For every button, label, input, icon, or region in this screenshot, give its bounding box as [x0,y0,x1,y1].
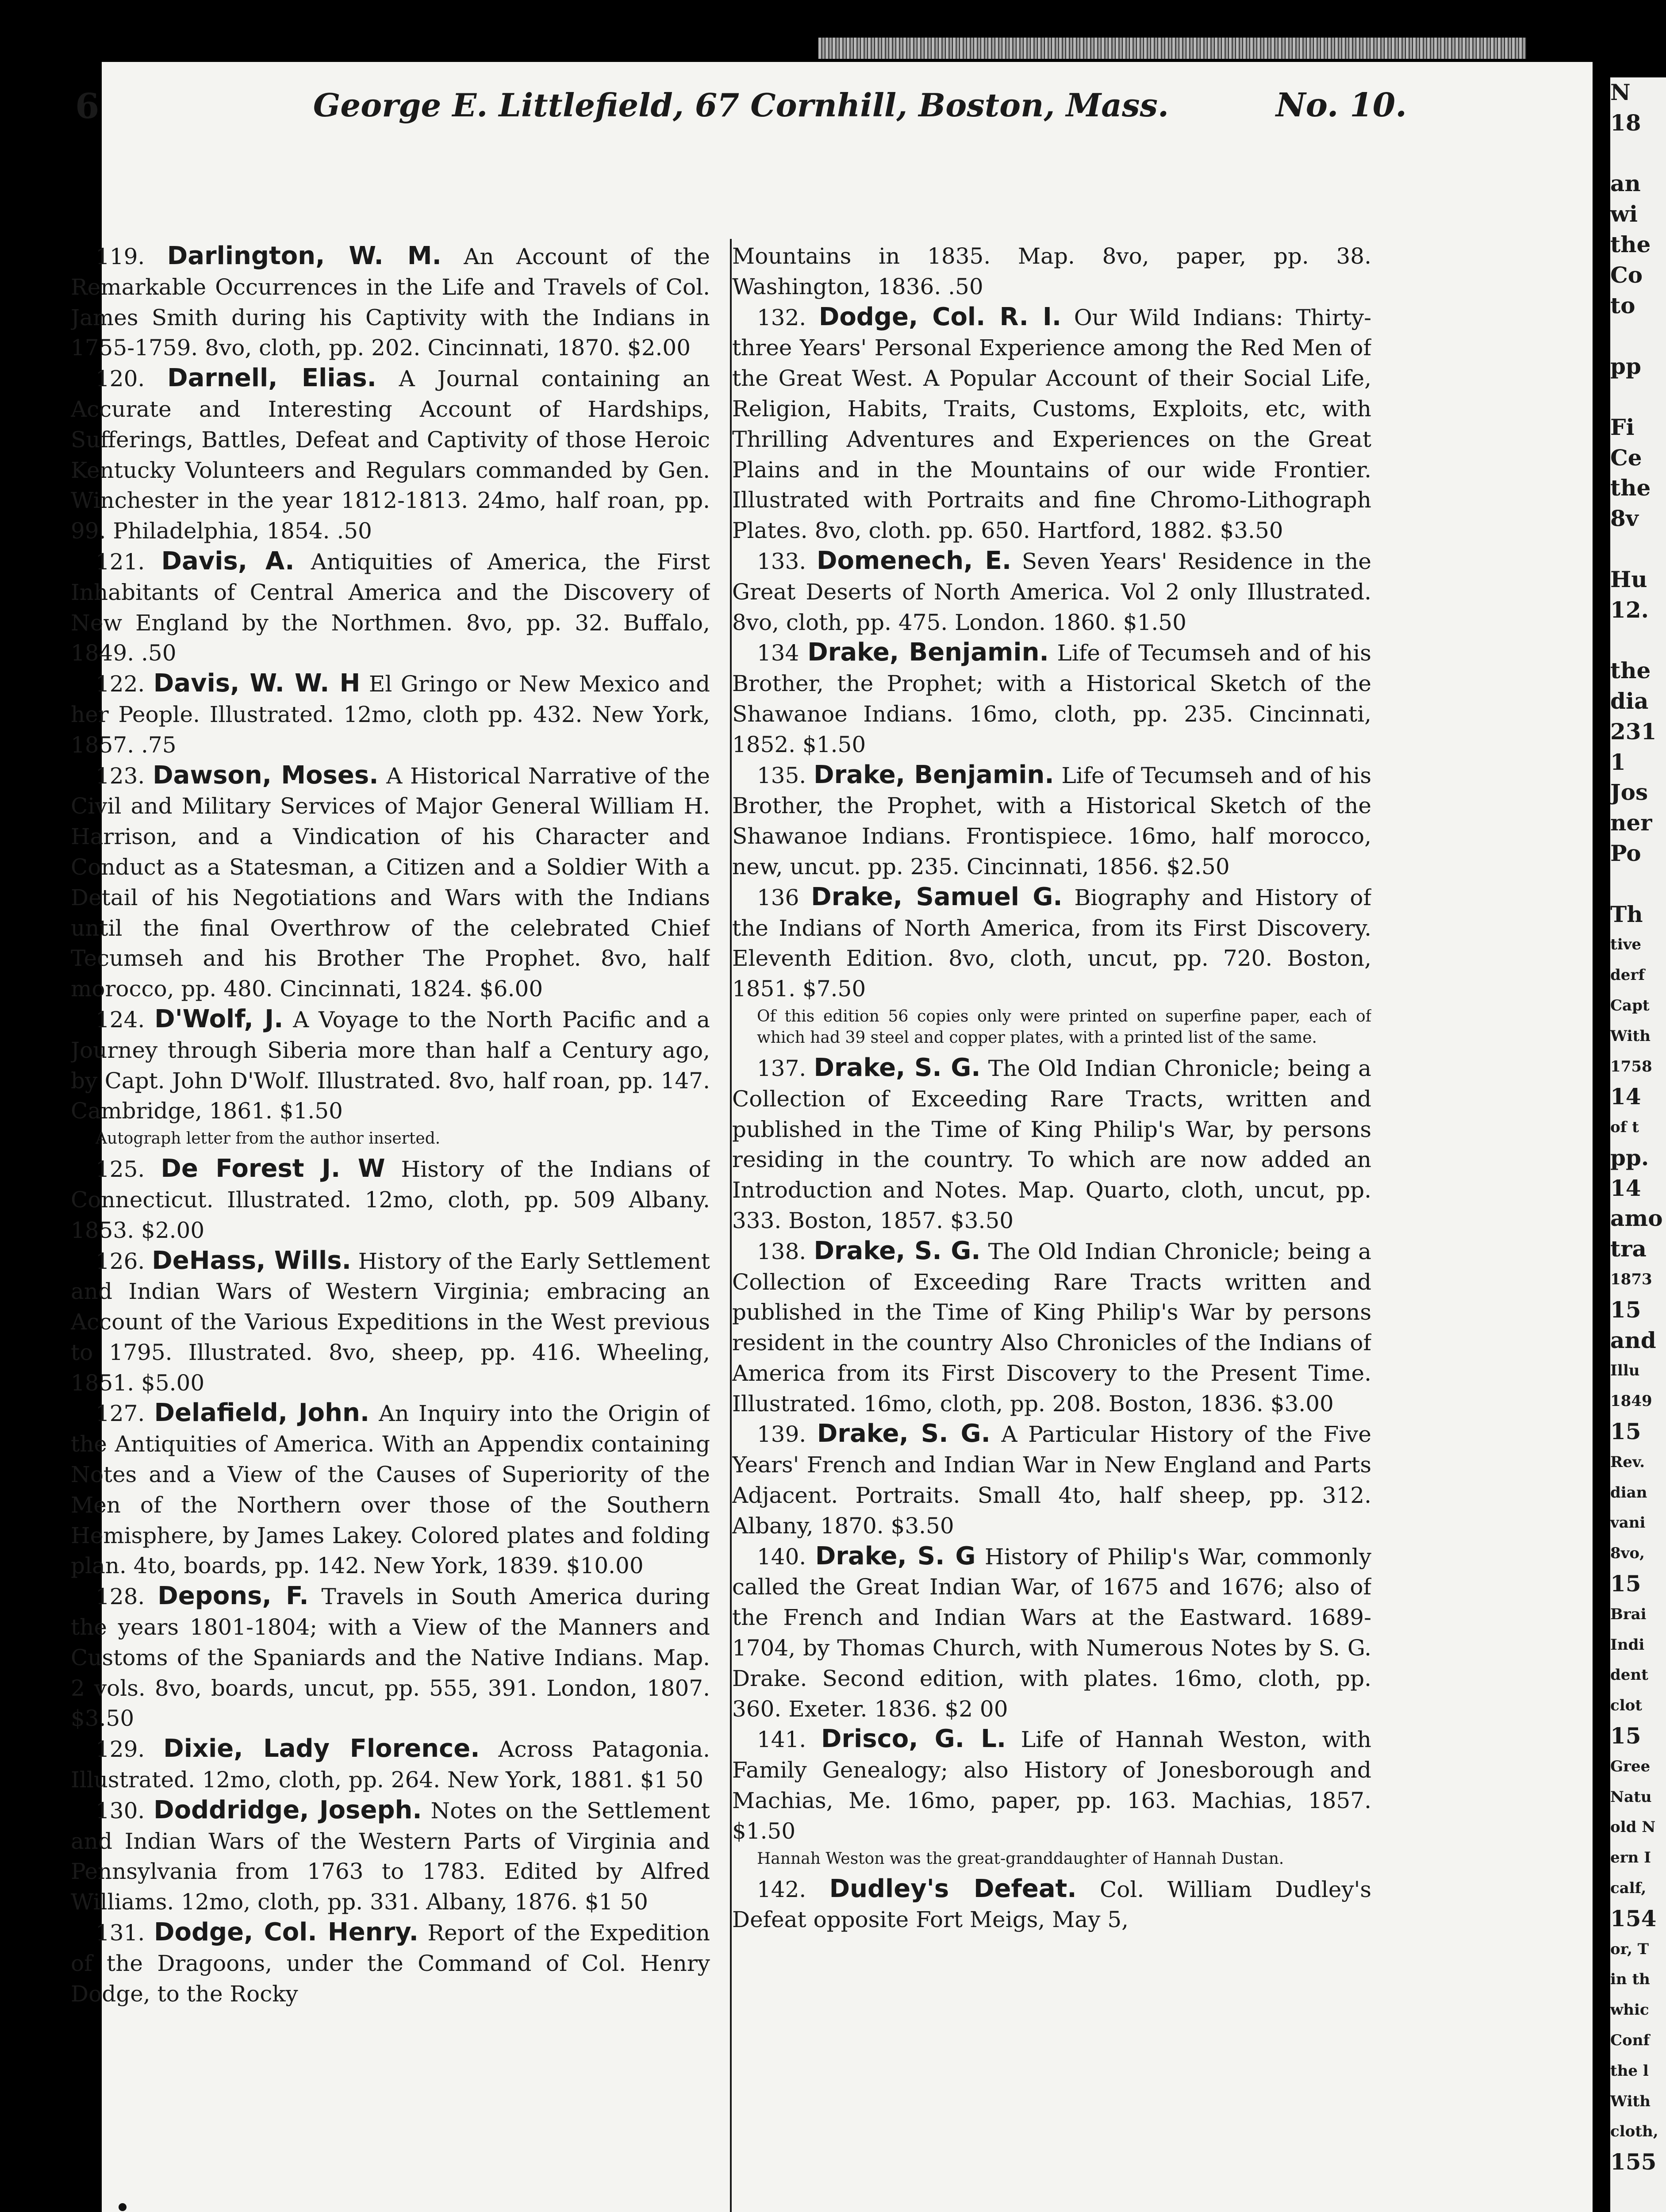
entry-number: 141. [757,1727,806,1753]
entry-note: Hannah Weston was the great-granddaughter of Hannah Dustan. [757,1849,1284,1868]
side-fragment-line: 14 [1610,1175,1641,1201]
side-fragment-line [1610,625,1666,656]
side-fragment-line: 8vo, [1610,1544,1645,1563]
side-fragment-line: to [1610,292,1635,319]
entry-number: 127. [96,1401,145,1427]
entry-number: 142. [757,1876,806,1902]
entry-author: Drake, S. G [815,1541,976,1571]
catalog-entry [71,668,710,760]
entry-description: Across Patagonia. Illustrated. 12mo, cloth, pp. 264. New York, 1881. $1 50 [71,1736,710,1793]
side-fragment-line: 1 [1610,749,1626,775]
side-fragment-line: Illu [1610,1362,1640,1380]
entry-description: A Journal containing an Accurate and Interesting Account of Hardships, Sufferings, Battles, Defeat and Captivity of those Heroic Kentucky Volunteers and Regulars commanded by Gen. Winchester in the year 1812-1813. 24mo, half roan, pp. 99. Philadelphia, 1854. .50 [71,366,710,544]
entry-author: Drake, S. G. [814,1053,981,1082]
entry-number: 119. [96,244,145,269]
page-speck [119,2203,127,2211]
side-fragment-line [1610,321,1666,351]
entry-number: 122. [96,671,145,697]
side-fragment-line: Ce [1610,444,1642,471]
catalog-entry [732,1724,1371,1846]
side-fragment-line: Rev. [1610,1453,1645,1471]
entry-author: Drake, S. G. [817,1419,990,1448]
entry-description: History of the Early Settlement and Indian Wars of Western Virginia; embracing an Account of the Various Expeditions in the West previous to 1795. Illustrated. 8vo, sheep, pp. 416. Wheeling, 1851. $5.00 [71,1248,710,1396]
side-fragment-line: Conf [1610,2032,1650,2049]
side-fragment-line: 15 [1610,1418,1641,1445]
entry-number: 132. [757,304,806,330]
catalog-entry [732,1053,1371,1236]
entry-number: 131. [96,1920,145,1946]
side-fragment-line: and [1610,1327,1656,1353]
entry-description: El Gringo or New Mexico and her People. Illustrated. 12mo, cloth pp. 432. New York, 1857. .75 [71,671,710,758]
entry-number: 135. [757,762,806,788]
entry-number: 139. [757,1421,806,1448]
catalog-entry [71,1004,710,1126]
side-fragment-line: ern I [1610,1849,1651,1867]
side-fragment-line: amo [1610,1205,1663,1232]
catalog-entry [71,1581,710,1734]
catalog-entry [732,637,1371,760]
entry-number: 125. [96,1156,145,1183]
entry-description: Life of Tecumseh and of his Brother, the Prophet, with a Historical Sketch of the Shawanoe Indians. Frontispiece. 16mo, half morocco, new, uncut. pp. 235. Cincinnati, 1856. $2.50 [732,762,1371,879]
entry-author: Domenech, E. [816,546,1012,575]
entry-author: Doddridge, Joseph. [154,1795,422,1824]
entry-description: Travels in South America during the years 1801-1804; with a View of the Manners and Customs of the Spaniards and the Native Indians. Map. 2 vols. 8vo, boards, uncut, pp. 555, 391. London, 1807. $3.50 [71,1584,710,1732]
side-fragment-line: Th [1610,901,1643,927]
side-fragment-line: dian [1610,1483,1647,1502]
side-fragment-line: Co [1610,261,1643,288]
catalog-entry [71,760,710,1004]
side-fragment-line: ner [1610,810,1652,836]
entry-number: 121. [96,549,145,575]
entry-number: 129. [96,1736,145,1763]
entry-description: A Particular History of the Five Years' French and Indian War in New England and Parts Adjacent. Portraits. Small 4to, half sheep, pp. 312. Albany, 1870. $3.50 [732,1421,1371,1539]
side-fragment-line: pp. [1610,1144,1649,1171]
entry-note: Autograph letter from the author inserted. [96,1129,441,1148]
side-fragment-line: whic [1610,2001,1649,2019]
side-fragment-line: calf, [1610,1879,1647,1897]
side-fragment-line: 8v [1610,505,1639,532]
side-fragment-line: of t [1610,1118,1639,1137]
entry-author: De Forest J. W [161,1154,385,1183]
catalog-entry [71,1795,710,1917]
side-fragment-line: 15 [1610,1296,1641,1323]
catalog-entry [71,1917,710,2009]
adjacent-page-fragment [1610,77,1666,2212]
catalog-entry [732,546,1371,637]
entry-note: Of this edition 56 copies only were printed on superfine paper, each of which had 39 steel and copper plates, with a printed list of the same. [757,1007,1371,1047]
catalog-entry [71,1246,710,1398]
side-fragment-line: Natu [1610,1788,1652,1806]
side-fragment-line: wi [1610,201,1638,227]
entry-description: An Account of the Remarkable Occurrences in the Life and Travels of Col. James Smith during his Captivity with the Indians in 1755-1759. 8vo, cloth, pp. 202. Cincinnati, 1870. $2.00 [71,244,710,361]
side-fragment-line: the [1610,231,1651,257]
side-fragment-line: 231 [1610,718,1657,745]
entry-number: 128. [96,1584,145,1610]
side-fragment-line: 15 [1610,1723,1641,1749]
side-fragment-line: vani [1610,1514,1646,1532]
entry-author: Delafield, John. [154,1398,370,1428]
entry-number: 134 [757,640,799,666]
entry-author: DeHass, Wills. [152,1246,351,1275]
side-fragment-line: Po [1610,840,1641,866]
side-fragment-line: Brai [1610,1605,1647,1623]
catalog-entry [732,882,1371,1004]
side-fragment-line: or, T [1610,1940,1649,1958]
page-header [75,86,1407,135]
side-fragment-line: Fi [1610,414,1635,440]
entry-description: A Voyage to the North Pacific and a Journey through Siberia more than half a Century ago, by Capt. John D'Wolf. Illustrated. 8vo, half roan, pp. 147. Cambridge, 1861. $1.50 [71,1006,710,1124]
entry-description: Notes on the Settlement and Indian Wars of the Western Parts of Virginia and Pennsylvania from 1763 to 1783. Edited by Alfred Williams. 12mo, cloth, pp. 331. Albany, 1876. $1 50 [71,1797,710,1915]
side-fragment-line: tive [1610,936,1642,954]
side-fragment-line [1610,138,1666,169]
entry-description: History of Philip's War, commonly called the Great Indian War, of 1675 and 1676; also of the French and Indian Wars at the Eastward. 1689-1704, by Thomas Church, with Numerous Notes by S. G. Drake. Second edition, with plates. 16mo, cloth, pp. 360. Exeter. 1836. $2 00 [732,1544,1371,1722]
entry-author: Drake, S. G. [814,1236,981,1265]
entry-description: Life of Tecumseh and of his Brother, the Prophet; with a Historical Sketch of the Shawanoe Indians. 16mo, cloth, pp. 235. Cincinnati, 1852. $1.50 [732,640,1371,757]
entry-author: Dodge, Col. Henry. [154,1918,418,1947]
entry-number: 138. [757,1238,806,1264]
side-fragment-line: dia [1610,687,1649,714]
catalog-entry [732,1236,1371,1419]
catalog-entry [71,241,710,363]
side-fragment-line: Jos [1610,779,1648,806]
side-fragment-line: 1758 [1610,1057,1652,1075]
entry-author: Dixie, Lady Florence. [163,1734,480,1763]
catalog-entry [71,363,710,546]
side-fragment-line: N [1610,79,1631,105]
entry-author: D'Wolf, J. [154,1004,284,1033]
side-fragment-line: 154 [1610,1905,1657,1932]
entry-description: The Old Indian Chronicle; being a Collection of Exceeding Rare Tracts written and published in the Time of King Philip's War by persons resident in the country Also Chronicles of the Indians of America from its First Discovery to the Present Time. Illustrated. 16mo, cloth, pp. 208. Boston, 1836. $3.00 [732,1238,1371,1417]
catalog-entry [732,1419,1371,1541]
side-fragment-line: dent [1610,1666,1648,1684]
entry-author: Drake, Samuel G. [811,882,1063,911]
side-fragment-line: With [1610,2092,1651,2110]
entry-author: Drake, Benjamin. [814,760,1054,789]
entry-description: Report of the Expedition of the Dragoons, under the Command of Col. Henry Dodge, to the Rocky [71,1920,710,2007]
entry-author: Davis, W. W. H [153,669,361,698]
side-fragment-line: old N [1610,1818,1656,1836]
entry-author: Depons, F. [157,1582,309,1611]
entry-number: 140. [757,1544,806,1570]
entry-author: Darlington, W. M. [167,242,441,270]
side-fragment-line: Capt [1610,996,1650,1014]
catalog-entry [71,1398,710,1581]
entry-number: 126. [96,1248,145,1274]
side-fragment-line: 18 [1610,109,1641,136]
catalog-entry [732,760,1371,882]
catalog-entry [732,1874,1371,1936]
page-number: 6 [75,86,100,127]
entry-author: Dawson, Moses. [153,760,379,790]
side-fragment-line: Hu [1610,566,1647,592]
entry-number: 137. [757,1055,806,1081]
side-fragment-line: 1873 [1610,1271,1652,1289]
entry-number: 133. [757,548,806,574]
catalog-entry [732,1541,1371,1724]
side-fragment-line: 1849 [1610,1392,1652,1410]
side-fragment-line: cloth, [1610,2123,1658,2141]
side-fragment-line: the [1610,475,1651,501]
side-fragment-line: With [1610,1027,1651,1045]
entry-author: Dodge, Col. R. I. [818,302,1062,331]
side-fragment-line: an [1610,170,1641,197]
entry-description: History of the Indians of Connecticut. Illustrated. 12mo, cloth, pp. 509 Albany. 1853. $2.00 [71,1156,710,1243]
entry-author: Drisco, G. L. [821,1724,1006,1754]
side-fragment-line: pp [1610,353,1641,380]
side-fragment-line: derf [1610,966,1645,984]
entry-description: Seven Years' Residence in the Great Deserts of North America. Vol 2 only Illustrated. 8vo, cloth, pp. 475. London. 1860. $1.50 [732,548,1371,635]
side-fragment-line: Gree [1610,1757,1651,1775]
entry-description: Biography and History of the Indians of North America, from its First Discovery. Eleventh Edition. 8vo, cloth, uncut, pp. 720. Boston, 1851. $7.50 [732,884,1371,1002]
entry-description: Life of Hannah Weston, with Family Genealogy; also History of Jonesborough and Machias, Me. 16mo, paper, pp. 163. Machias, 1857. $1.50 [732,1727,1371,1844]
catalog-entry [71,1154,710,1245]
side-fragment-line: Indi [1610,1636,1645,1654]
entry-author: Dudley's Defeat. [829,1874,1077,1903]
side-fragment-line [1610,382,1666,412]
catalog-entry [71,546,710,668]
side-fragment-line [1610,869,1666,899]
entry-number: 120. [96,366,145,392]
side-fragment-line: 14 [1610,1083,1641,1110]
entry-description: Our Wild Indians: Thirty-three Years' Personal Experience among the Red Men of the Great West. A Popular Account of their Social Life, Religion, Habits, Traits, Customs, Exploits, etc, with Thrilling Adventures and Experiences on the Great Plains and in the Mountains of our wide Frontier. Illustrated with Portraits and fine Chromo-Lithograph Plates. 8vo, cloth. pp. 650. Hartford, 1882. $3.50 [732,304,1371,544]
right-column [732,241,1371,2212]
catalog-entry [732,241,1371,302]
issue-number: No. 10. [1276,86,1407,124]
entry-description: Antiquities of America, the First Inhabitants of Central America and the Discovery of New England by the Northmen. 8vo, pp. 32. Buffalo, 1849. .50 [71,549,710,666]
entry-description: A Historical Narrative of the Civil and Military Services of Major General William H. Harrison, and a Vindication of his Character and Conduct as a Statesman, a Citizen and a Soldier With a Detail of his Negotiations and Wars with the Indians until the final Overthrow of the celebrated Chief Tecumseh and his Brother The Prophet. 8vo, half morocco, pp. 480. Cincinnati, 1824. $6.00 [71,763,710,1002]
entry-number: 124. [96,1006,145,1033]
entry-author: Drake, Benjamin. [807,638,1049,667]
side-fragment-line: 155 [1610,2149,1657,2175]
scan-edge-top [818,38,1526,59]
entry-number: 130. [96,1797,145,1824]
catalog-entry [732,302,1371,546]
side-fragment-line: the [1610,657,1651,684]
entry-author: Darnell, Elias. [167,364,376,393]
entry-description: An Inquiry into the Origin of the Antiquities of America. With an Appendix containing Notes and a View of the Causes of Superiority of the Men of the Northern over those of the Southern Hemisphere, by James Lakey. Colored plates and folding plan. 4to, boards, pp. 142. New York, 1839. $10.00 [71,1401,710,1579]
column-divider [730,239,732,2212]
entry-description: The Old Indian Chronicle; being a Collection of Exceeding Rare Tracts, written and published in the Time of King Philip's War, by persons residing in the country. To which are now added an Introduction and Notes. Map. Quarto, cloth, uncut, pp. 333. Boston, 1857. $3.50 [732,1055,1371,1233]
left-column [71,241,710,2212]
entry-continuation: Mountains in 1835. Map. 8vo, paper, pp. 38. Washington, 1836. .50 [732,243,1371,300]
entry-number: 136 [757,884,799,910]
side-fragment-line: clot [1610,1697,1643,1715]
entry-number: 123. [96,763,145,789]
side-fragment-line: tra [1610,1236,1647,1262]
side-fragment-line: in th [1610,1970,1650,1989]
side-fragment-line [1610,534,1666,565]
page-title: George E. Littlefield, 67 Cornhill, Boston, Mass. [313,86,1169,124]
side-fragment-line: the l [1610,2062,1649,2080]
entry-description: Col. William Dudley's Defeat opposite Fort Meigs, May 5, [732,1876,1371,1933]
side-fragment-line: 15 [1610,1571,1641,1597]
entry-author: Davis, A. [161,546,295,576]
side-fragment-line: 12. [1610,596,1649,623]
catalog-entry [71,1734,710,1795]
